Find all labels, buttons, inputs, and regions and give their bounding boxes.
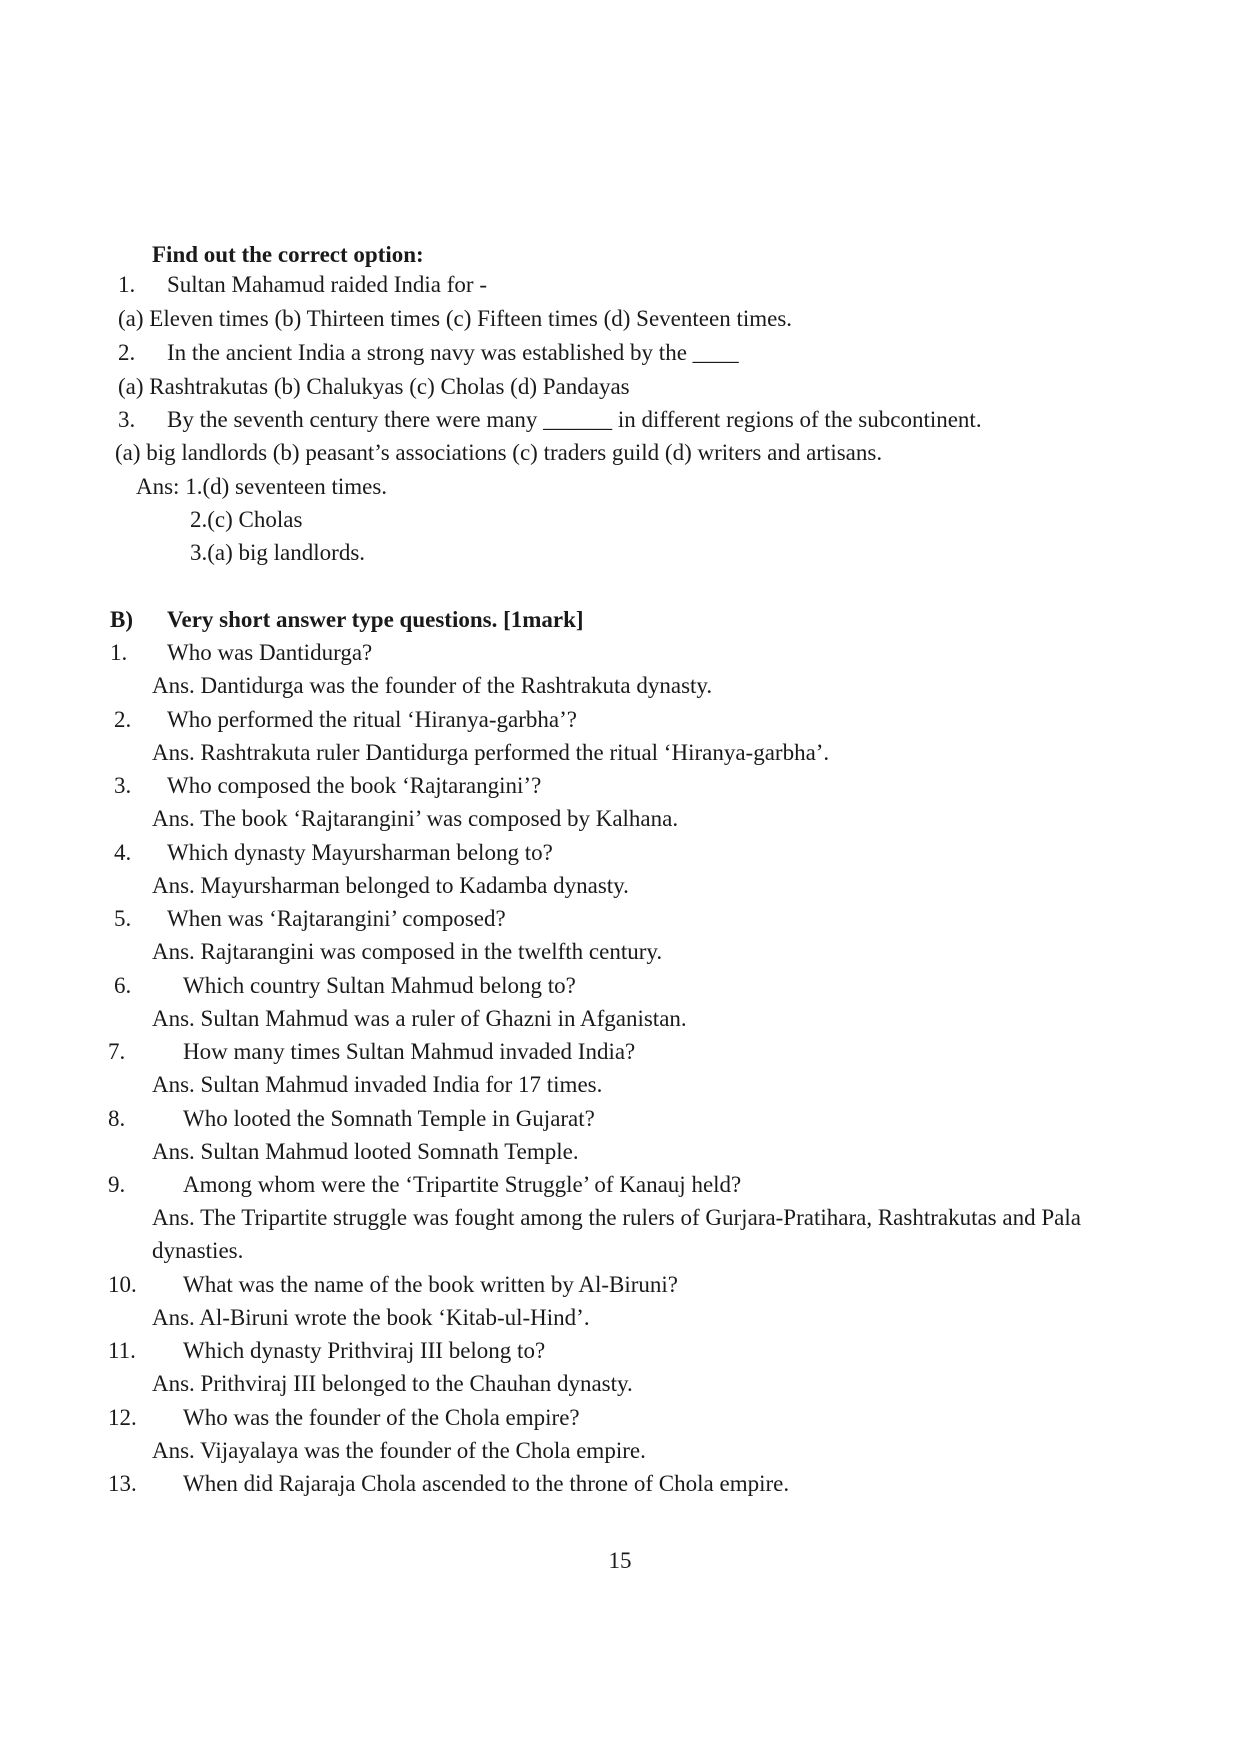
item-answer: Ans. Vijayalaya was the founder of the Chola empire.: [152, 1438, 646, 1463]
item-answer: Ans. The book ‘Rajtarangini’ was composed by Kalhana.: [152, 806, 679, 831]
item-question: Which dynasty Prithviraj III belong to?: [183, 1338, 546, 1363]
question-number: 1.: [118, 272, 136, 297]
page-number: 15: [608, 1548, 632, 1573]
section-b-label: B): [110, 607, 133, 632]
item-number: 11.: [108, 1338, 136, 1363]
item-answer: Ans. Rashtrakuta ruler Dantidurga performed the ritual ‘Hiranya-garbha’.: [152, 740, 830, 765]
item-answer: Ans. Sultan Mahmud invaded India for 17 times.: [152, 1072, 603, 1097]
item-question: Who looted the Somnath Temple in Gujarat?: [183, 1106, 595, 1131]
question-options: (a) big landlords (b) peasant’s associations (c) traders guild (d) writers and artisans.: [115, 440, 883, 465]
item-number: 10.: [108, 1272, 137, 1297]
question-number: 3.: [118, 407, 136, 432]
item-number: 12.: [108, 1405, 137, 1430]
item-number: 4.: [114, 840, 132, 865]
item-number: 3.: [114, 773, 132, 798]
answers-line: 2.(c) Cholas: [190, 507, 303, 532]
item-question: Who was the founder of the Chola empire?: [183, 1405, 580, 1430]
item-number: 6.: [114, 973, 132, 998]
item-question: Who performed the ritual ‘Hiranya-garbha’?: [167, 707, 577, 732]
question-options: (a) Eleven times (b) Thirteen times (c) Fifteen times (d) Seventeen times.: [118, 306, 793, 331]
item-number: 9.: [108, 1172, 126, 1197]
item-question: Who was Dantidurga?: [167, 640, 373, 665]
item-question: Which country Sultan Mahmud belong to?: [183, 973, 576, 998]
item-number: 8.: [108, 1106, 126, 1131]
section-b-heading: Very short answer type questions. [1mark]: [167, 607, 584, 632]
item-answer: Ans. Mayursharman belonged to Kadamba dynasty.: [152, 873, 629, 898]
item-question: Which dynasty Mayursharman belong to?: [167, 840, 553, 865]
item-question: How many times Sultan Mahmud invaded India?: [183, 1039, 636, 1064]
question-text: By the seventh century there were many ______ in different regions of the subcontinent.: [167, 407, 982, 432]
item-number: 7.: [108, 1039, 126, 1064]
question-number: 2.: [118, 340, 136, 365]
item-answer: Ans. Al-Biruni wrote the book ‘Kitab-ul-Hind’.: [152, 1305, 590, 1330]
question-options: (a) Rashtrakutas (b) Chalukyas (c) Cholas (d) Pandayas: [118, 374, 630, 399]
item-answer: Ans. Dantidurga was the founder of the Rashtrakuta dynasty.: [152, 673, 713, 698]
item-question: When did Rajaraja Chola ascended to the throne of Chola empire.: [183, 1471, 790, 1496]
item-question: Who composed the book ‘Rajtarangini’?: [167, 773, 542, 798]
item-answer: Ans. Sultan Mahmud was a ruler of Ghazni in Afganistan.: [152, 1006, 687, 1031]
item-answer-continued: dynasties.: [152, 1238, 244, 1263]
item-question: What was the name of the book written by Al-Biruni?: [183, 1272, 679, 1297]
item-number: 13.: [108, 1471, 137, 1496]
answers-line: Ans: 1.(d) seventeen times.: [136, 474, 388, 499]
answers-line: 3.(a) big landlords.: [190, 540, 366, 565]
item-number: 1.: [110, 640, 128, 665]
item-answer: Ans. Sultan Mahmud looted Somnath Temple.: [152, 1139, 579, 1164]
item-answer: Ans. Rajtarangini was composed in the twelfth century.: [152, 939, 663, 964]
item-question: When was ‘Rajtarangini’ composed?: [167, 906, 506, 931]
item-answer: Ans. Prithviraj III belonged to the Chauhan dynasty.: [152, 1371, 633, 1396]
section-a-heading: Find out the correct option:: [152, 242, 424, 267]
item-number: 2.: [114, 707, 132, 732]
question-text: Sultan Mahamud raided India for -: [167, 272, 487, 297]
item-question: Among whom were the ‘Tripartite Struggle’ of Kanauj held?: [183, 1172, 742, 1197]
item-answer: Ans. The Tripartite struggle was fought among the rulers of Gurjara-Pratihara, Rashtrakutas and Pala: [152, 1205, 1081, 1230]
item-number: 5.: [114, 906, 132, 931]
question-text: In the ancient India a strong navy was established by the ____: [167, 340, 739, 365]
